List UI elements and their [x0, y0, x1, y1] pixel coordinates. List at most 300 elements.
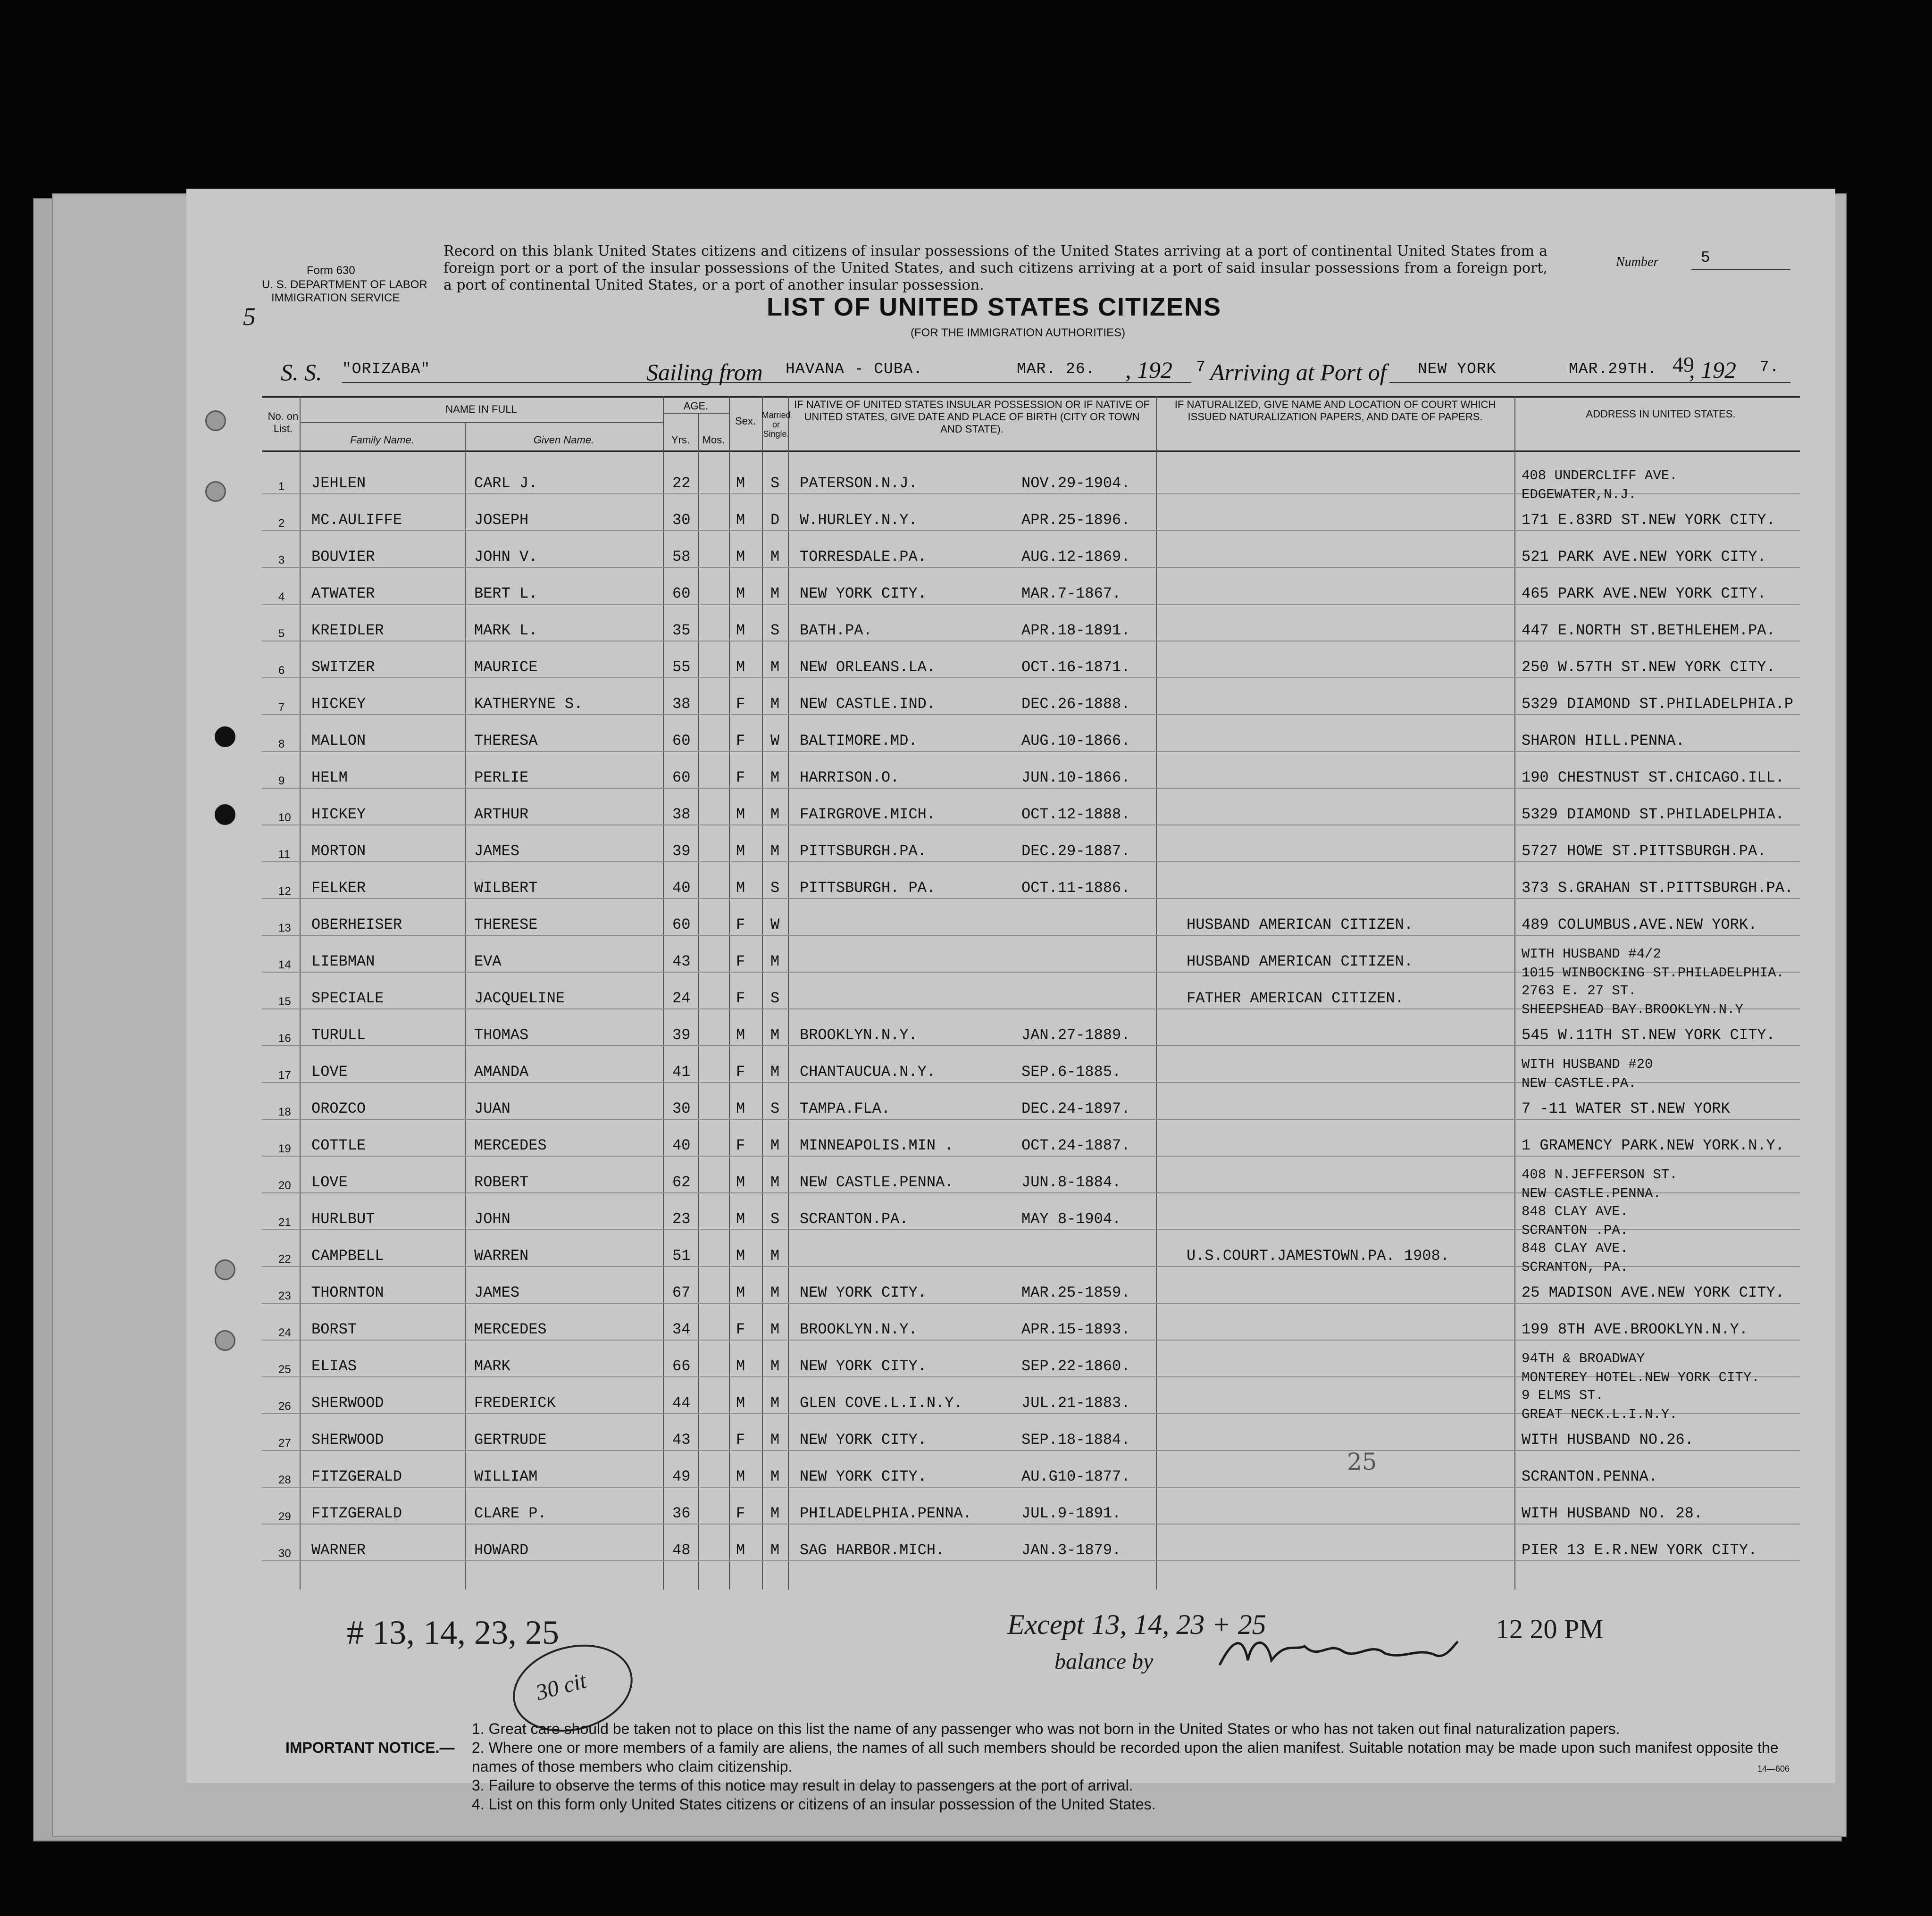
- hand-except-note: Except 13, 14, 23 + 25: [1007, 1609, 1266, 1640]
- margin-mark: 5: [243, 302, 256, 331]
- birth-place: SAG HARBOR.MICH.: [800, 1541, 945, 1559]
- table-row: [186, 1046, 1835, 1091]
- family-name: MALLON: [311, 732, 366, 750]
- family-name: COTTLE: [311, 1137, 366, 1154]
- given-name: JOHN: [474, 1210, 510, 1228]
- birth-date: SEP.22-1860.: [1021, 1358, 1130, 1375]
- given-name: MAURICE: [474, 658, 538, 676]
- marital-status: M: [770, 695, 780, 713]
- table-row: [186, 1451, 1835, 1488]
- sex: M: [736, 548, 745, 566]
- sex: F: [736, 695, 745, 713]
- marital-status: S: [770, 879, 780, 897]
- family-name: LIEBMAN: [311, 953, 375, 970]
- col-name-in-full: NAME IN FULL: [445, 403, 517, 415]
- birth-date: APR.15-1893.: [1021, 1321, 1130, 1338]
- birth-date: DEC.24-1897.: [1021, 1100, 1130, 1117]
- row-number: 16: [278, 1032, 291, 1045]
- table-row: [186, 1377, 1835, 1422]
- address: 465 PARK AVE.NEW YORK CITY.: [1522, 585, 1766, 602]
- marital-status: S: [770, 1100, 780, 1117]
- family-name: JEHLEN: [311, 475, 366, 492]
- row-number: 12: [278, 885, 291, 898]
- address-line-2: MONTEREY HOTEL.NEW YORK CITY.: [1522, 1370, 1760, 1385]
- birth-date: JAN.3-1879.: [1021, 1541, 1121, 1559]
- birth-date: MAR.7-1867.: [1021, 585, 1121, 602]
- age-years: 39: [672, 1026, 691, 1044]
- address: 190 CHESTNUST ST.CHICAGO.ILL.: [1522, 769, 1784, 786]
- birth-place: CHANTAUCUA.N.Y.: [800, 1063, 936, 1081]
- marital-status: M: [770, 1541, 780, 1559]
- given-name: MERCEDES: [474, 1137, 547, 1154]
- row-number: 7: [278, 701, 285, 714]
- notice-list: [472, 1719, 1816, 1814]
- age-years: 60: [672, 769, 691, 786]
- address-line-2: SCRANTON, PA.: [1522, 1259, 1629, 1275]
- birth-date: SEP.18-1884.: [1021, 1431, 1130, 1449]
- col-married-single: Married or Single.: [761, 410, 791, 439]
- family-name: ELIAS: [311, 1358, 357, 1375]
- page-title: LIST OF UNITED STATES CITIZENS: [767, 293, 1221, 321]
- birth-place: FAIRGROVE.MICH.: [800, 806, 936, 823]
- sailing-date: MAR. 26.: [1017, 360, 1096, 378]
- marital-status: M: [770, 1247, 780, 1265]
- family-name: OROZCO: [311, 1100, 366, 1117]
- punch-hole: [215, 804, 235, 825]
- marital-status: M: [770, 806, 780, 823]
- birth-date: DEC.26-1888.: [1021, 695, 1130, 713]
- birth-date: DEC.29-1887.: [1021, 842, 1130, 860]
- family-name: CAMPBELL: [311, 1247, 384, 1265]
- given-name: JUAN: [474, 1100, 510, 1117]
- birth-date: OCT.12-1888.: [1021, 806, 1130, 823]
- table-row: [186, 458, 1835, 502]
- age-years: 24: [672, 990, 691, 1007]
- row-number: 23: [278, 1290, 291, 1302]
- birth-date: JUL.21-1883.: [1021, 1394, 1130, 1412]
- row-number: 26: [278, 1400, 291, 1413]
- table-row: [186, 605, 1835, 641]
- address: 521 PARK AVE.NEW YORK CITY.: [1522, 548, 1766, 566]
- age-years: 62: [672, 1174, 691, 1191]
- birth-place: HARRISON.O.: [800, 769, 900, 786]
- address: 5329 DIAMOND ST.PHILADELPHIA.P: [1522, 695, 1794, 713]
- address: 250 W.57TH ST.NEW YORK CITY.: [1522, 658, 1775, 676]
- given-name: JOHN V.: [474, 548, 538, 566]
- naturalization: FATHER AMERICAN CITIZEN.: [1187, 990, 1404, 1007]
- birth-date: AU.G10-1877.: [1021, 1468, 1130, 1485]
- table-row: [186, 1341, 1835, 1385]
- birth-place: PITTSBURGH.PA.: [800, 842, 927, 860]
- table-row: [186, 1304, 1835, 1341]
- address: 5329 DIAMOND ST.PHILADELPHIA.: [1522, 806, 1784, 823]
- row-rule: [262, 1560, 1800, 1561]
- number-field: [1691, 250, 1790, 270]
- sex: M: [736, 842, 745, 860]
- birth-place: TAMPA.FLA.: [800, 1100, 891, 1117]
- address: 199 8TH AVE.BROOKLYN.N.Y.: [1522, 1321, 1748, 1338]
- family-name: FELKER: [311, 879, 366, 897]
- address: WITH HUSBAND #4/2: [1522, 946, 1661, 962]
- row-number: 17: [278, 1069, 291, 1082]
- address-line-2: SCRANTON .PA.: [1522, 1223, 1629, 1238]
- hand-excluded-rows: # 13, 14, 23, 25: [347, 1614, 559, 1651]
- row-number: 18: [278, 1106, 291, 1118]
- age-years: 60: [672, 732, 691, 750]
- row-number: 24: [278, 1326, 291, 1339]
- table-row: [186, 678, 1835, 715]
- birth-place: NEW ORLEANS.LA.: [800, 658, 936, 676]
- birth-place: NEW YORK CITY.: [800, 585, 927, 602]
- notice-item-1: 1. Great care should be taken not to place on this list the name of any passenger who was not born in the United States or who has not taken out final naturalization papers.: [472, 1720, 1620, 1737]
- age-years: 43: [672, 953, 691, 970]
- marital-status: M: [770, 1174, 780, 1191]
- family-name: BORST: [311, 1321, 357, 1338]
- family-name: BOUVIER: [311, 548, 375, 566]
- marital-status: W: [770, 916, 780, 933]
- birth-date: APR.25-1896.: [1021, 511, 1130, 529]
- address-line-2: EDGEWATER,N.J.: [1522, 487, 1637, 502]
- given-name: CLARE P.: [474, 1505, 547, 1522]
- address-line-2: NEW CASTLE.PA.: [1522, 1075, 1637, 1091]
- given-name: HOWARD: [474, 1541, 529, 1559]
- row-number: 8: [278, 738, 285, 750]
- punch-hole: [205, 481, 226, 502]
- sex: M: [736, 1394, 745, 1412]
- table-row: [186, 531, 1835, 568]
- age-years: 67: [672, 1284, 691, 1301]
- table-row: [186, 494, 1835, 531]
- marital-status: M: [770, 769, 780, 786]
- family-name: THORNTON: [311, 1284, 384, 1301]
- row-number: 25: [278, 1363, 291, 1376]
- punch-hole: [215, 1259, 235, 1280]
- address-line-2: GREAT NECK.L.I.N.Y.: [1522, 1407, 1678, 1422]
- birth-place: NEW YORK CITY.: [800, 1358, 927, 1375]
- marital-status: M: [770, 1468, 780, 1485]
- address: 489 COLUMBUS.AVE.NEW YORK.: [1522, 916, 1757, 933]
- birth-date: OCT.11-1886.: [1021, 879, 1130, 897]
- sex: M: [736, 1026, 745, 1044]
- marital-status: D: [770, 511, 780, 529]
- given-name: WILBERT: [474, 879, 538, 897]
- sex: F: [736, 1321, 745, 1338]
- marital-status: M: [770, 1431, 780, 1449]
- family-name: MORTON: [311, 842, 366, 860]
- marital-status: M: [770, 1321, 780, 1338]
- age-years: 43: [672, 1431, 691, 1449]
- col-birth: IF NATIVE OF UNITED STATES INSULAR POSSESSION OR IF NATIVE OF UNITED STATES, GIVE DATE AND PLACE OF BIRTH (CITY OR TOWN AND STATE).: [794, 399, 1150, 435]
- sex: M: [736, 879, 745, 897]
- marital-status: M: [770, 1358, 780, 1375]
- table-row: [186, 1083, 1835, 1120]
- birth-date: OCT.24-1887.: [1021, 1137, 1130, 1154]
- age-years: 30: [672, 511, 691, 529]
- given-name: JACQUELINE: [474, 990, 565, 1007]
- sailing-from: HAVANA - CUBA.: [786, 360, 923, 378]
- header-bottom-rule: [262, 450, 1800, 452]
- row-number: 11: [278, 848, 290, 861]
- age-years: 51: [672, 1247, 691, 1265]
- birth-date: JUL.9-1891.: [1021, 1505, 1121, 1522]
- address-line-2: SHEEPSHEAD BAY.BROOKLYN.N.Y: [1522, 1002, 1743, 1017]
- given-name: CARL J.: [474, 475, 538, 492]
- signature-scribble: [1215, 1632, 1460, 1674]
- marital-status: W: [770, 732, 780, 750]
- sailing-label: Sailing from: [646, 359, 763, 385]
- given-name: THERESE: [474, 916, 538, 933]
- sex: M: [736, 1358, 745, 1375]
- row-number: 27: [278, 1437, 291, 1449]
- sex: F: [736, 953, 745, 970]
- row-number: 19: [278, 1142, 291, 1155]
- birth-date: AUG.10-1866.: [1021, 732, 1130, 750]
- family-name: HICKEY: [311, 695, 366, 713]
- family-name: HURLBUT: [311, 1210, 375, 1228]
- birth-date: APR.18-1891.: [1021, 622, 1130, 639]
- given-name: THERESA: [474, 732, 538, 750]
- family-name: KREIDLER: [311, 622, 384, 639]
- family-name: LOVE: [311, 1174, 348, 1191]
- marital-status: S: [770, 475, 780, 492]
- given-name: FREDERICK: [474, 1394, 556, 1412]
- address: 848 CLAY AVE.: [1522, 1204, 1629, 1219]
- birth-place: NEW YORK CITY.: [800, 1468, 927, 1485]
- age-years: 38: [672, 695, 691, 713]
- col-naturalized: IF NATURALIZED, GIVE NAME AND LOCATION OF COURT WHICH ISSUED NATURALIZATION PAPERS, AND DATE OF PAPERS.: [1174, 399, 1496, 423]
- birth-place: PHILADELPHIA.PENNA.: [800, 1505, 972, 1522]
- given-name: PERLIE: [474, 769, 529, 786]
- naturalization: HUSBAND AMERICAN CITIZEN.: [1187, 953, 1413, 970]
- col-sex: Sex.: [735, 415, 756, 427]
- hand-circle-text: 30 cit: [533, 1668, 589, 1706]
- given-name: WILLIAM: [474, 1468, 538, 1485]
- age-years: 22: [672, 475, 691, 492]
- birth-place: PITTSBURGH. PA.: [800, 879, 936, 897]
- address: 171 E.83RD ST.NEW YORK CITY.: [1522, 511, 1775, 529]
- punch-hole: [215, 1330, 235, 1351]
- address: WITH HUSBAND NO. 28.: [1522, 1505, 1703, 1522]
- age-years: 44: [672, 1394, 691, 1412]
- age-years: 36: [672, 1505, 691, 1522]
- birth-place: BATH.PA.: [800, 622, 872, 639]
- notice-item-3: 3. Failure to observe the terms of this notice may result in delay to passengers at the port of arrival.: [472, 1777, 1133, 1794]
- age-years: 41: [672, 1063, 691, 1081]
- table-row: [186, 1193, 1835, 1238]
- row-number: 21: [278, 1216, 291, 1229]
- birth-place: BROOKLYN.N.Y.: [800, 1321, 918, 1338]
- age-years: 23: [672, 1210, 691, 1228]
- family-name: SWITZER: [311, 658, 375, 676]
- sex: M: [736, 1284, 745, 1301]
- sex: F: [736, 990, 745, 1007]
- sex: F: [736, 1063, 745, 1081]
- col-address: ADDRESS IN UNITED STATES.: [1586, 408, 1736, 420]
- naturalization: U.S.COURT.JAMESTOWN.PA. 1908.: [1187, 1247, 1449, 1265]
- birth-place: W.HURLEY.N.Y.: [800, 511, 918, 529]
- birth-date: NOV.29-1904.: [1021, 475, 1130, 492]
- table-row: [186, 973, 1835, 1017]
- year-label-2: , 192: [1689, 357, 1736, 383]
- marital-status: S: [770, 1210, 780, 1228]
- table-row: [186, 1157, 1835, 1201]
- family-name: SPECIALE: [311, 990, 384, 1007]
- hand-time: 12 20 PM: [1496, 1614, 1604, 1644]
- birth-date: SEP.6-1885.: [1021, 1063, 1121, 1081]
- family-name: FITZGERALD: [311, 1468, 402, 1485]
- ship-name: "ORIZABA": [342, 360, 431, 378]
- marital-status: M: [770, 658, 780, 676]
- table-row: [186, 1009, 1835, 1046]
- row-number: 2: [278, 517, 285, 530]
- number-label: Number: [1616, 255, 1659, 269]
- marital-status: M: [770, 1063, 780, 1081]
- form-number: Form 630: [307, 264, 355, 277]
- given-name: JOSEPH: [474, 511, 529, 529]
- arriving-label: Arriving at Port of: [1210, 359, 1387, 385]
- marital-status: M: [770, 842, 780, 860]
- sex: M: [736, 1247, 745, 1265]
- sex: M: [736, 475, 745, 492]
- number-value: 5: [1701, 249, 1711, 267]
- family-name: FITZGERALD: [311, 1505, 402, 1522]
- birth-place: BROOKLYN.N.Y.: [800, 1026, 918, 1044]
- birth-date: JAN.27-1889.: [1021, 1026, 1130, 1044]
- age-years: 40: [672, 1137, 691, 1154]
- birth-date: MAR.25-1859.: [1021, 1284, 1130, 1301]
- marital-status: M: [770, 585, 780, 602]
- sex: F: [736, 769, 745, 786]
- row-number: 28: [278, 1474, 291, 1486]
- center-stamp: 25: [1347, 1448, 1377, 1475]
- table-row: [186, 936, 1835, 981]
- sex: M: [736, 622, 745, 639]
- signature: [1215, 1632, 1460, 1674]
- family-name: SHERWOOD: [311, 1431, 384, 1449]
- punch-hole: [215, 726, 235, 747]
- marital-status: M: [770, 548, 780, 566]
- table-row: [186, 752, 1835, 789]
- arriving-port: NEW YORK: [1418, 360, 1497, 378]
- row-number: 29: [278, 1510, 291, 1523]
- sex: M: [736, 1541, 745, 1559]
- table-row: [186, 1267, 1835, 1304]
- table-row: [186, 1414, 1835, 1451]
- address: 545 W.11TH ST.NEW YORK CITY.: [1522, 1026, 1775, 1044]
- address: PIER 13 E.R.NEW YORK CITY.: [1522, 1541, 1757, 1559]
- given-name: MERCEDES: [474, 1321, 547, 1338]
- arriving-mark: 49: [1673, 352, 1694, 376]
- given-name: JAMES: [474, 1284, 520, 1301]
- sex: M: [736, 658, 745, 676]
- service: IMMIGRATION SERVICE: [271, 292, 400, 304]
- address: 848 CLAY AVE.: [1522, 1241, 1629, 1256]
- given-name: KATHERYNE S.: [474, 695, 583, 713]
- birth-date: MAY 8-1904.: [1021, 1210, 1121, 1228]
- header-instructions: Record on this blank United States citizens and citizens of insular possessions of the United States arriving at a port of continental United States from a foreign port or a port of the insular possessions of the United States, and such citizens arriving at a port of said insular possessions from a foreign port, a port of continental United States, or a port of another insular possession.: [443, 243, 1547, 293]
- table-row: [186, 862, 1835, 899]
- row-number: 13: [278, 922, 291, 934]
- family-name: HICKEY: [311, 806, 366, 823]
- page-subtitle: (FOR THE IMMIGRATION AUTHORITIES): [911, 326, 1126, 339]
- birth-date: JUN.10-1866.: [1021, 769, 1130, 786]
- notice-label: IMPORTANT NOTICE.—: [285, 1739, 455, 1756]
- family-name: TURULL: [311, 1026, 366, 1044]
- age-years: 48: [672, 1541, 691, 1559]
- family-name: LOVE: [311, 1063, 348, 1081]
- row-number: 10: [278, 811, 291, 824]
- naturalization: HUSBAND AMERICAN CITIZEN.: [1187, 916, 1413, 933]
- age-subrule: [663, 413, 729, 414]
- table-row: [186, 1488, 1835, 1524]
- sex: F: [736, 1431, 745, 1449]
- table-row: [186, 789, 1835, 825]
- manifest-page: [186, 189, 1835, 1813]
- marital-status: M: [770, 1026, 780, 1044]
- address: 94TH & BROADWAY: [1522, 1351, 1645, 1366]
- address-line-2: 1015 WINBOCKING ST.PHILADELPHIA.: [1522, 965, 1784, 981]
- address: 9 ELMS ST.: [1522, 1388, 1604, 1403]
- family-name: ATWATER: [311, 585, 375, 602]
- address: 2763 E. 27 ST.: [1522, 983, 1637, 999]
- address: WITH HUSBAND #20: [1522, 1057, 1653, 1072]
- table-row: [186, 1524, 1835, 1561]
- age-years: 60: [672, 916, 691, 933]
- birth-place: BALTIMORE.MD.: [800, 732, 918, 750]
- address-line-2: NEW CASTLE.PENNA.: [1522, 1186, 1661, 1201]
- age-years: 40: [672, 879, 691, 897]
- marital-status: M: [770, 953, 780, 970]
- col-mos: Mos.: [702, 434, 725, 446]
- given-name: BERT L.: [474, 585, 538, 602]
- table-row: [186, 568, 1835, 605]
- age-years: 30: [672, 1100, 691, 1117]
- row-number: 5: [278, 627, 285, 640]
- family-name: OBERHEISER: [311, 916, 402, 933]
- birth-place: MINNEAPOLIS.MIN .: [800, 1137, 954, 1154]
- family-name: WARNER: [311, 1541, 366, 1559]
- birth-place: PATERSON.N.J.: [800, 475, 918, 492]
- col-yrs: Yrs.: [671, 434, 690, 446]
- given-name: THOMAS: [474, 1026, 529, 1044]
- address: 447 E.NORTH ST.BETHLEHEM.PA.: [1522, 622, 1775, 639]
- table-row: [186, 899, 1835, 936]
- table-row: [186, 1120, 1835, 1157]
- given-name: MARK: [474, 1358, 510, 1375]
- row-number: 3: [278, 554, 285, 566]
- col-no: No. on List.: [268, 410, 299, 434]
- given-name: GERTRUDE: [474, 1431, 547, 1449]
- marital-status: M: [770, 1137, 780, 1154]
- age-years: 55: [672, 658, 691, 676]
- notice-item-2: 2. Where one or more members of a family are aliens, the names of all such members should be recorded upon the alien manifest. Suitable notation may be made upon such manifest opposite the names of those members who claim citizenship.: [472, 1739, 1779, 1775]
- address: WITH HUSBAND NO.26.: [1522, 1431, 1694, 1449]
- sex: F: [736, 1505, 745, 1522]
- age-years: 34: [672, 1321, 691, 1338]
- table-row: [186, 641, 1835, 678]
- marital-status: S: [770, 622, 780, 639]
- address: 408 UNDERCLIFF AVE.: [1522, 468, 1678, 483]
- sex: M: [736, 1100, 745, 1117]
- sex: M: [736, 1210, 745, 1228]
- birth-place: GLEN COVE.L.I.N.Y.: [800, 1394, 963, 1412]
- marital-status: M: [770, 1284, 780, 1301]
- sex: F: [736, 732, 745, 750]
- sex: M: [736, 806, 745, 823]
- family-name: MC.AULIFFE: [311, 511, 402, 529]
- given-name: MARK L.: [474, 622, 538, 639]
- age-years: 66: [672, 1358, 691, 1375]
